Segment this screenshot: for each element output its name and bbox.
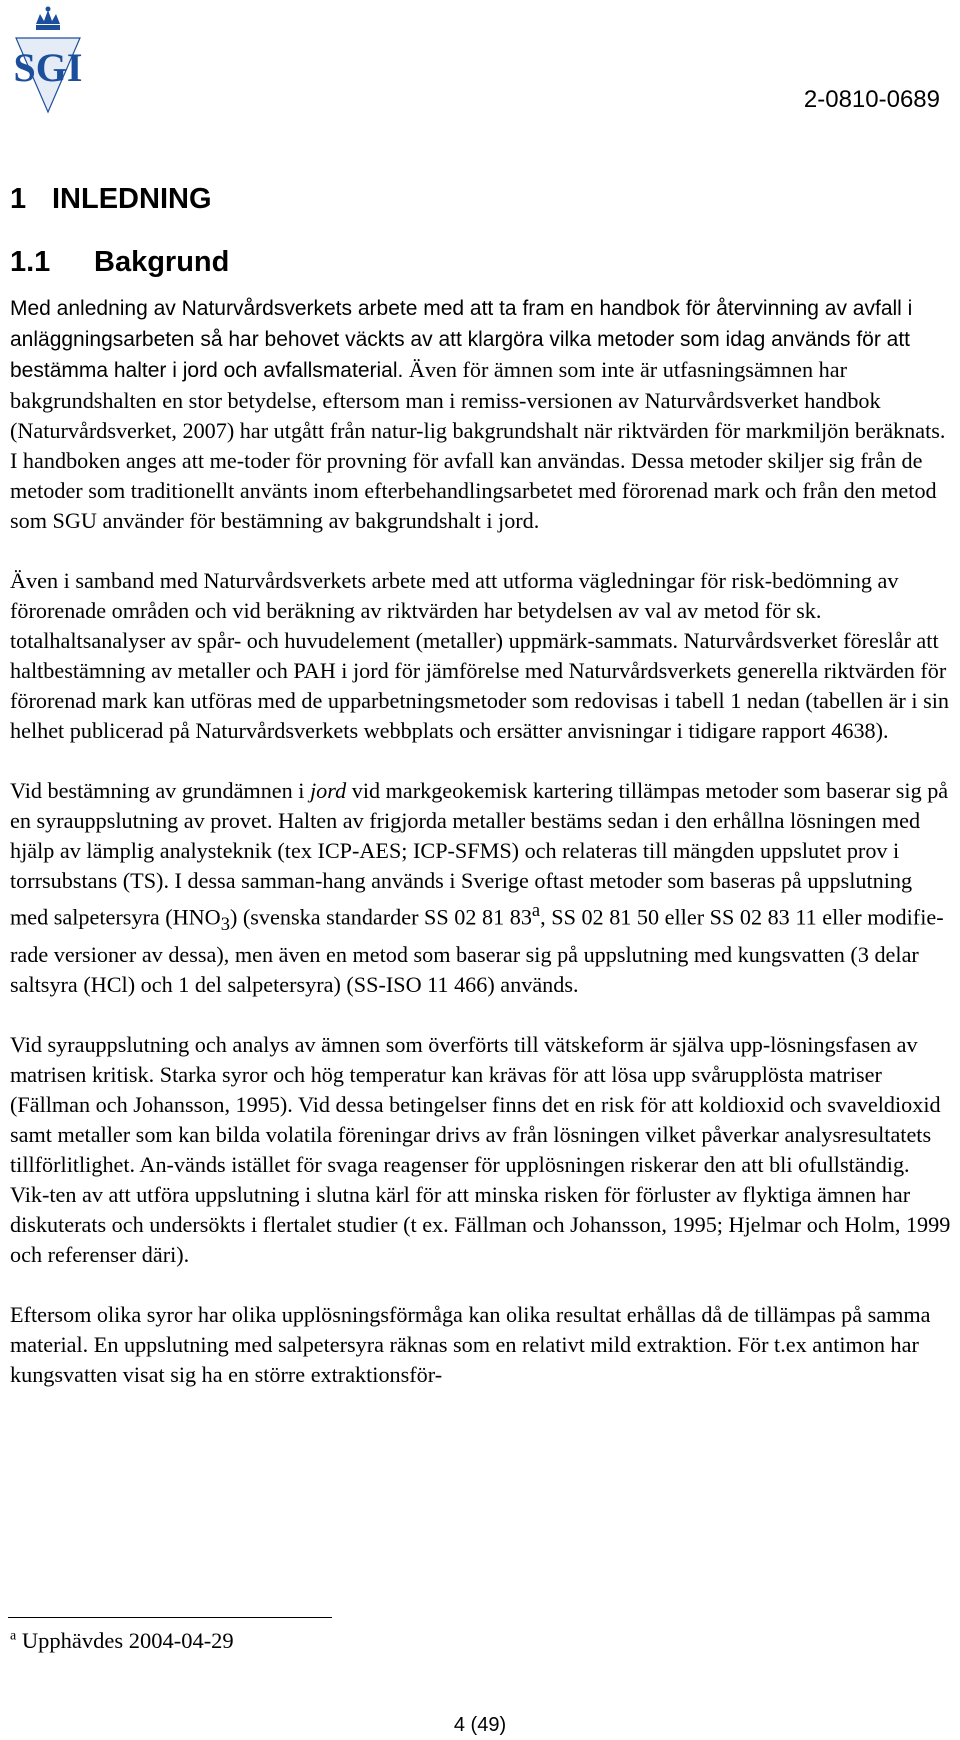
paragraph-2: Även i samband med Naturvårdsverkets arbete med att utforma vägledningar för risk-bedömning av förorenade områden och vid beräkning av riktvärden har betydelsen av val av metod för sk. totalhaltsanalyser av spår- och huvudelement (metaller) uppmärk-sammats. Naturvårdsverket föreslår att haltbestämning av metaller och PAH i jord för jämförelse med Naturvårdsverkets generella riktvärden för förorenad mark kan utföras med de upparbetningsmetoder som redovisas i tabell 1 nedan (tabellen är i sin helhet publicerad på Naturvårdsverkets webbplats och ersätter anvisningar i tidigare rapport 4638). [10, 568, 949, 743]
footnote-text: Upphävdes 2004-04-29 [16, 1628, 234, 1653]
footnote-separator [8, 1617, 332, 1618]
footnote [10, 1628, 234, 1654]
section-title: Bakgrund [94, 246, 230, 278]
section-number: 1.1 [10, 246, 51, 278]
paragraph-1-sans-part: Med anledning av Naturvårdsverkets arbete med att ta fram en handbok för återvinning av avfall i anläggningsarbeten så har behovet väckts av att klargöra vilka metoder som idag används för att bestämma halter i jord och avfallsmaterial. [10, 297, 913, 382]
paragraph-3: Vid bestämning av grundämnen i jord vid markgeokemisk kartering tillämpas metoder som baserar sig på en syrauppslutning av provet. Halten av frigjorda metaller bestäms sedan i den erhållna lösningen med hjälp av lämplig analysteknik (tex ICP-AES; ICP-SFMS) och relateras till mängden uppslutet prov i torrsubstans (TS). I dessa samman-hang används i Sverige oftast metoder som baseras på uppslutning med salpetersyra $(HNO_3)$ (svenska standarder SS 02 81 83$^a$, SS 02 81 50 eller SS 02 83 11 eller modifie-rade versioner av dessa), men även en metod som baserar sig på uppslutning med kungsvatten (3 delar saltsyra (HCl) och 1 del salpetersyra) (SS-ISO 11 466) används. [10, 778, 949, 997]
document-number: 2-0810-0689 [803, 86, 940, 113]
subscript-3: 3 [220, 914, 230, 935]
section-heading [10, 246, 229, 279]
footnote-ref: a [531, 901, 541, 921]
chapter-number: 1 [10, 183, 27, 215]
chapter-title: INLEDNING [52, 183, 212, 215]
paragraph-5: Eftersom olika syror har olika upplösningsförmåga kan olika resultat erhållas då de tillämpas på samma material. En uppslutning med salpetersyra räknas som en relativt mild extraktion. För t.ex antimon har kungsvatten visat sig ha en större extraktionsför- [10, 1301, 931, 1387]
italic-jord: jord [310, 778, 347, 803]
page-number: 4 (49) [453, 1714, 507, 1736]
chapter-heading [10, 183, 212, 216]
body-text [10, 293, 952, 1420]
logo-text: SGI [13, 45, 83, 90]
paragraph-1 [10, 293, 952, 536]
paragraph-1-serif-part: Även för ämnen som inte är utfasningsämnen har bakgrundshalten en stor betydelse, eftersom man i remiss-versionen av Naturvårdsverket handbok (Naturvårdsverket, 2007) har utgått från natur-lig bakgrundshalt när riktvärden för markmiljön beräknats. I handboken anges att me-toder för provning för avfall kan användas. Dessa metoder skiljer sig från de metoder som traditionellt använts inom efterbehandlingsarbetet med förorenad mark och från den metod som SGU använder för bestämning av bakgrundshalt i jord. [10, 357, 946, 533]
footnote-marker: a [10, 1628, 17, 1644]
paragraph-4: Vid syrauppslutning och analys av ämnen som överförts till vätskeform är själva upp-lösningsfasen av matrisen kritisk. Starka syror och hög temperatur kan krävas för att lösa upp svårupplösta matriser (Fällman och Johansson, 1995). Vid dessa betingelser finns det en risk för att koldioxid och svaveldioxid samt metaller som kan bilda volatila föreningar drivs av från lösningen vilket påverkar analysresultatets tillförlitlighet. An-vänds istället för svaga reagenser för upplösningen riskerar den att bli ofullständig. Vik-ten av att utföra uppslutning i slutna kärl för att minska risken för förluster av flyktiga ämnen har diskuterats och undersökts i flertalet studier (t ex. Fällman och Johansson, 1995; Hjelmar och Holm, 1999 och referenser däri). [10, 1031, 951, 1267]
sgi-logo [6, 4, 90, 116]
